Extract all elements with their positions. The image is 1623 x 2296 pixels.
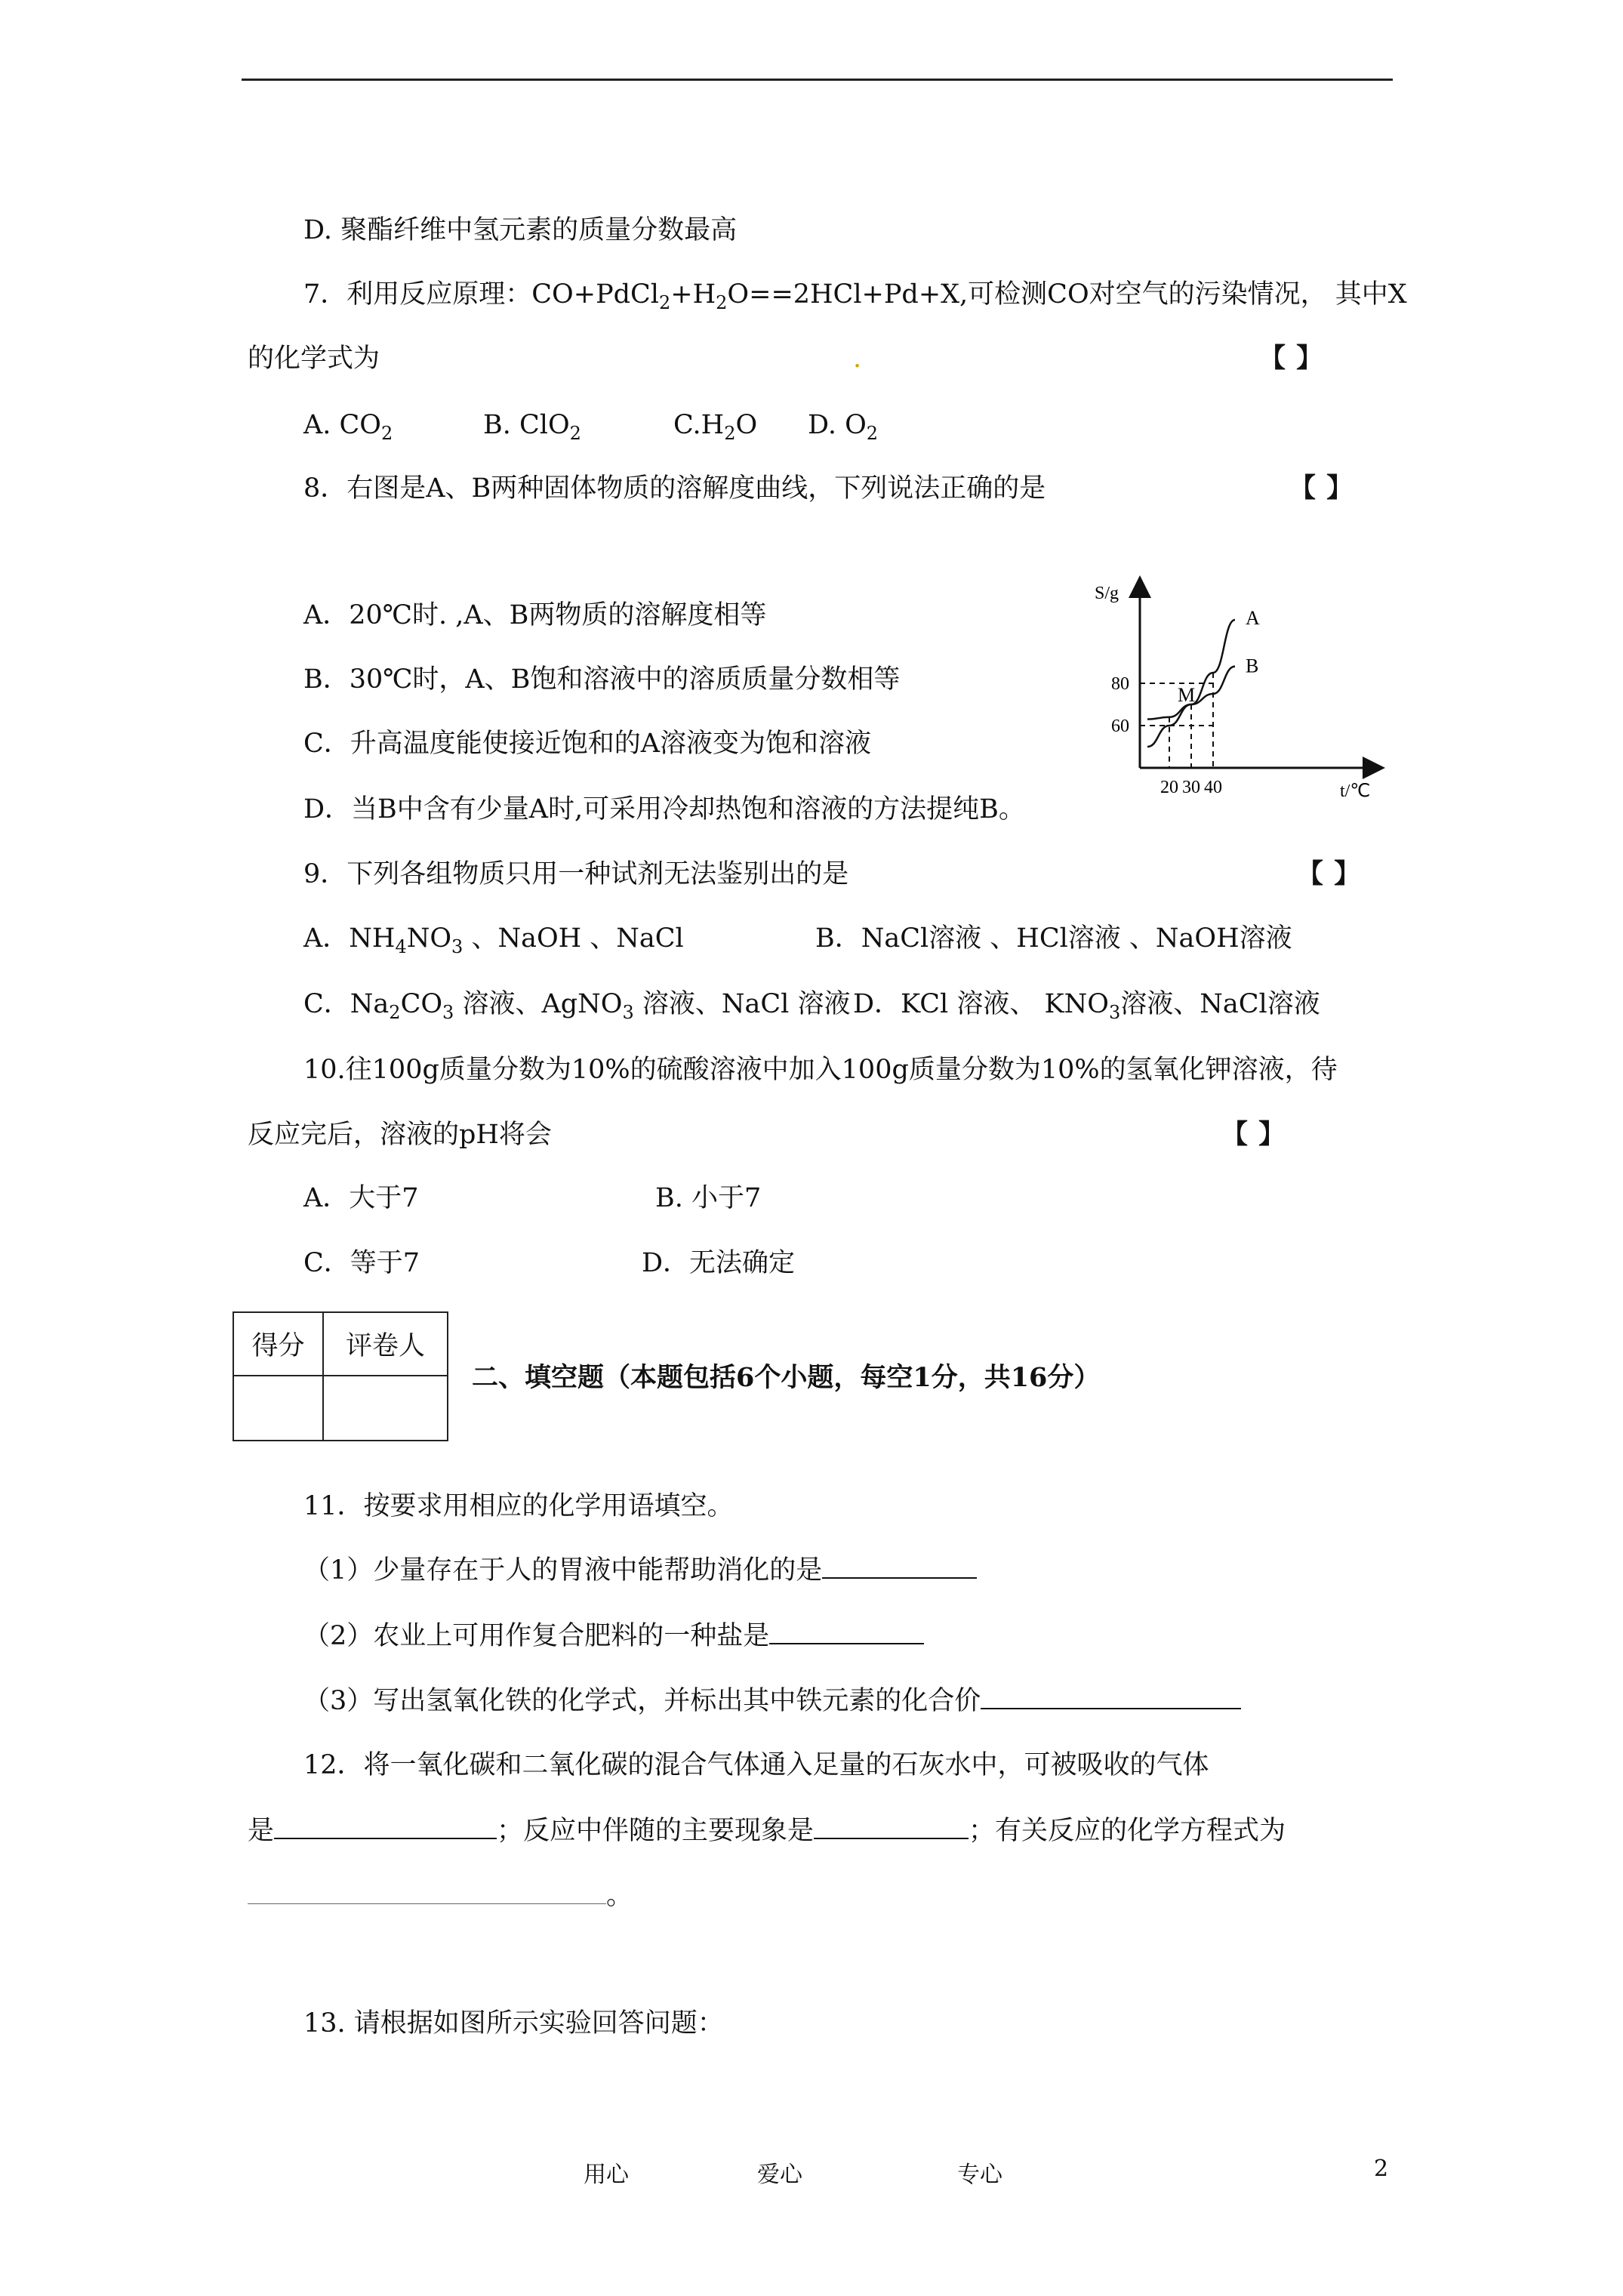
q8-option-a: A．20℃时. ,A、B两物质的溶解度相等 xyxy=(303,600,767,630)
footer-text-1: 用心 xyxy=(584,2162,629,2188)
series-label-A: A xyxy=(1246,607,1260,629)
q7-stem-line1: 7．利用反应原理：$CO+PdCl_2+H_2O==2HCl+Pd+X$,可检测CO对空气的污染情况， 其中X xyxy=(303,279,1407,313)
page-number: 2 xyxy=(1374,2156,1389,2182)
q11-stem: 11．按要求用相应的化学用语填空。 xyxy=(303,1491,734,1521)
q10-option-c: C．等于7 xyxy=(303,1248,420,1278)
q9-option-b: B．NaCl溶液 、HCl溶液 、NaOH溶液 xyxy=(815,923,1292,954)
x-axis-label: t/℃ xyxy=(1340,781,1371,801)
x-tick-label: 20 xyxy=(1160,778,1178,797)
q12-stem-line2: 是 ；反应中伴随的主要现象是 ；有关反应的化学方程式为 xyxy=(248,1812,1286,1850)
x-tick-label: 40 xyxy=(1204,778,1222,797)
header-rule xyxy=(242,79,1393,81)
x-tick-label: 30 xyxy=(1182,778,1200,797)
q9-option-d: D．KCl 溶液、 $KNO_3$溶液、NaCl溶液 xyxy=(853,989,1320,1023)
grader-cell[interactable] xyxy=(323,1376,448,1441)
q11-part3: （3）写出氢氧化铁的化学式，并标出其中铁元素的化合价 xyxy=(303,1682,1241,1720)
q12-blank2[interactable] xyxy=(814,1812,969,1839)
score-table xyxy=(233,1311,448,1441)
q9-option-c: C．$Na_2CO_3$ 溶液、AgNO$_3$ 溶液、NaCl 溶液 xyxy=(303,989,851,1023)
q9-answer-bracket: 【 】 xyxy=(1297,859,1362,889)
q12-stem-line1: 12．将一氧化碳和二氧化碳的混合气体通入足量的石灰水中，可被吸收的气体 xyxy=(303,1750,1209,1780)
q10-stem-line1: 10.往100g质量分数为10%的硫酸溶液中加入100g质量分数为10%的氢氧化钾溶液，待 xyxy=(303,1055,1338,1085)
q13-stem: 13. 请根据如图所示实验回答问题： xyxy=(303,2008,724,2039)
q6-option-d: D. 聚酯纤维中氢元素的质量分数最高 xyxy=(303,215,738,245)
y-tick-label: 80 xyxy=(1111,674,1129,694)
q9-option-a: A．$NH_4NO_3$ 、NaOH 、NaCl xyxy=(303,923,684,957)
q7-stem-line2: 的化学式为 xyxy=(248,344,380,374)
footer-text-3: 专心 xyxy=(957,2162,1002,2188)
q8-option-c: C．升高温度能使接近饱和的A溶液变为饱和溶液 xyxy=(303,729,872,759)
q8-option-d: D．当B中含有少量A时,可采用冷却热饱和溶液的方法提纯B。 xyxy=(303,794,1025,824)
q7-option-b: B. ClO$_2$ xyxy=(483,410,581,444)
q7-answer-bracket: 【 】 xyxy=(1259,344,1324,374)
q12-stem-line3: 。 xyxy=(248,1877,633,1915)
score-cell[interactable] xyxy=(233,1376,323,1441)
q12-blank3[interactable] xyxy=(248,1878,606,1904)
solubility-chart xyxy=(1087,562,1404,812)
q7-option-d: D. $O_2$ xyxy=(808,410,879,444)
q8-stem: 8．右图是A、B两种固体物质的溶解度曲线，下列说法正确的是 xyxy=(303,473,1046,504)
annotation-M: M xyxy=(1178,684,1196,706)
y-tick-label: 60 xyxy=(1111,717,1129,736)
score-label: 得分 xyxy=(233,1312,323,1376)
q10-stem-line2: 反应完后，溶液的pH将会 xyxy=(248,1120,552,1150)
q8-answer-bracket: 【 】 xyxy=(1289,473,1354,504)
q10-option-b: B. 小于7 xyxy=(655,1183,762,1213)
q11-part2: （2）农业上可用作复合肥料的一种盐是 xyxy=(303,1617,924,1655)
q9-stem: 9．下列各组物质只用一种试剂无法鉴别出的是 xyxy=(303,859,849,889)
grader-label: 评卷人 xyxy=(323,1312,448,1376)
q12-blank1[interactable] xyxy=(274,1812,497,1839)
q8-option-b: B．30℃时，A、B饱和溶液中的溶质质量分数相等 xyxy=(303,664,901,695)
q10-answer-bracket: 【 】 xyxy=(1221,1120,1286,1150)
q7-option-a: A. $CO_2$ xyxy=(303,410,393,444)
q11-blank1[interactable] xyxy=(822,1552,977,1579)
q10-option-d: D．无法确定 xyxy=(642,1248,796,1278)
q7-option-c: $C.H_2O$ xyxy=(673,410,758,444)
q11-part1: （1）少量存在于人的胃液中能帮助消化的是 xyxy=(303,1552,977,1589)
footer-text-2: 爱心 xyxy=(757,2162,802,2188)
q11-blank3[interactable] xyxy=(981,1682,1241,1709)
y-axis-label: S/g xyxy=(1095,584,1119,603)
q11-blank2[interactable] xyxy=(769,1617,924,1644)
stray-dot: . xyxy=(853,344,862,374)
section2-title: 二、填空题（本题包括6个小题，每空1分，共16分） xyxy=(472,1362,1101,1393)
q10-option-a: A．大于7 xyxy=(303,1183,419,1213)
series-label-B: B xyxy=(1246,655,1259,677)
